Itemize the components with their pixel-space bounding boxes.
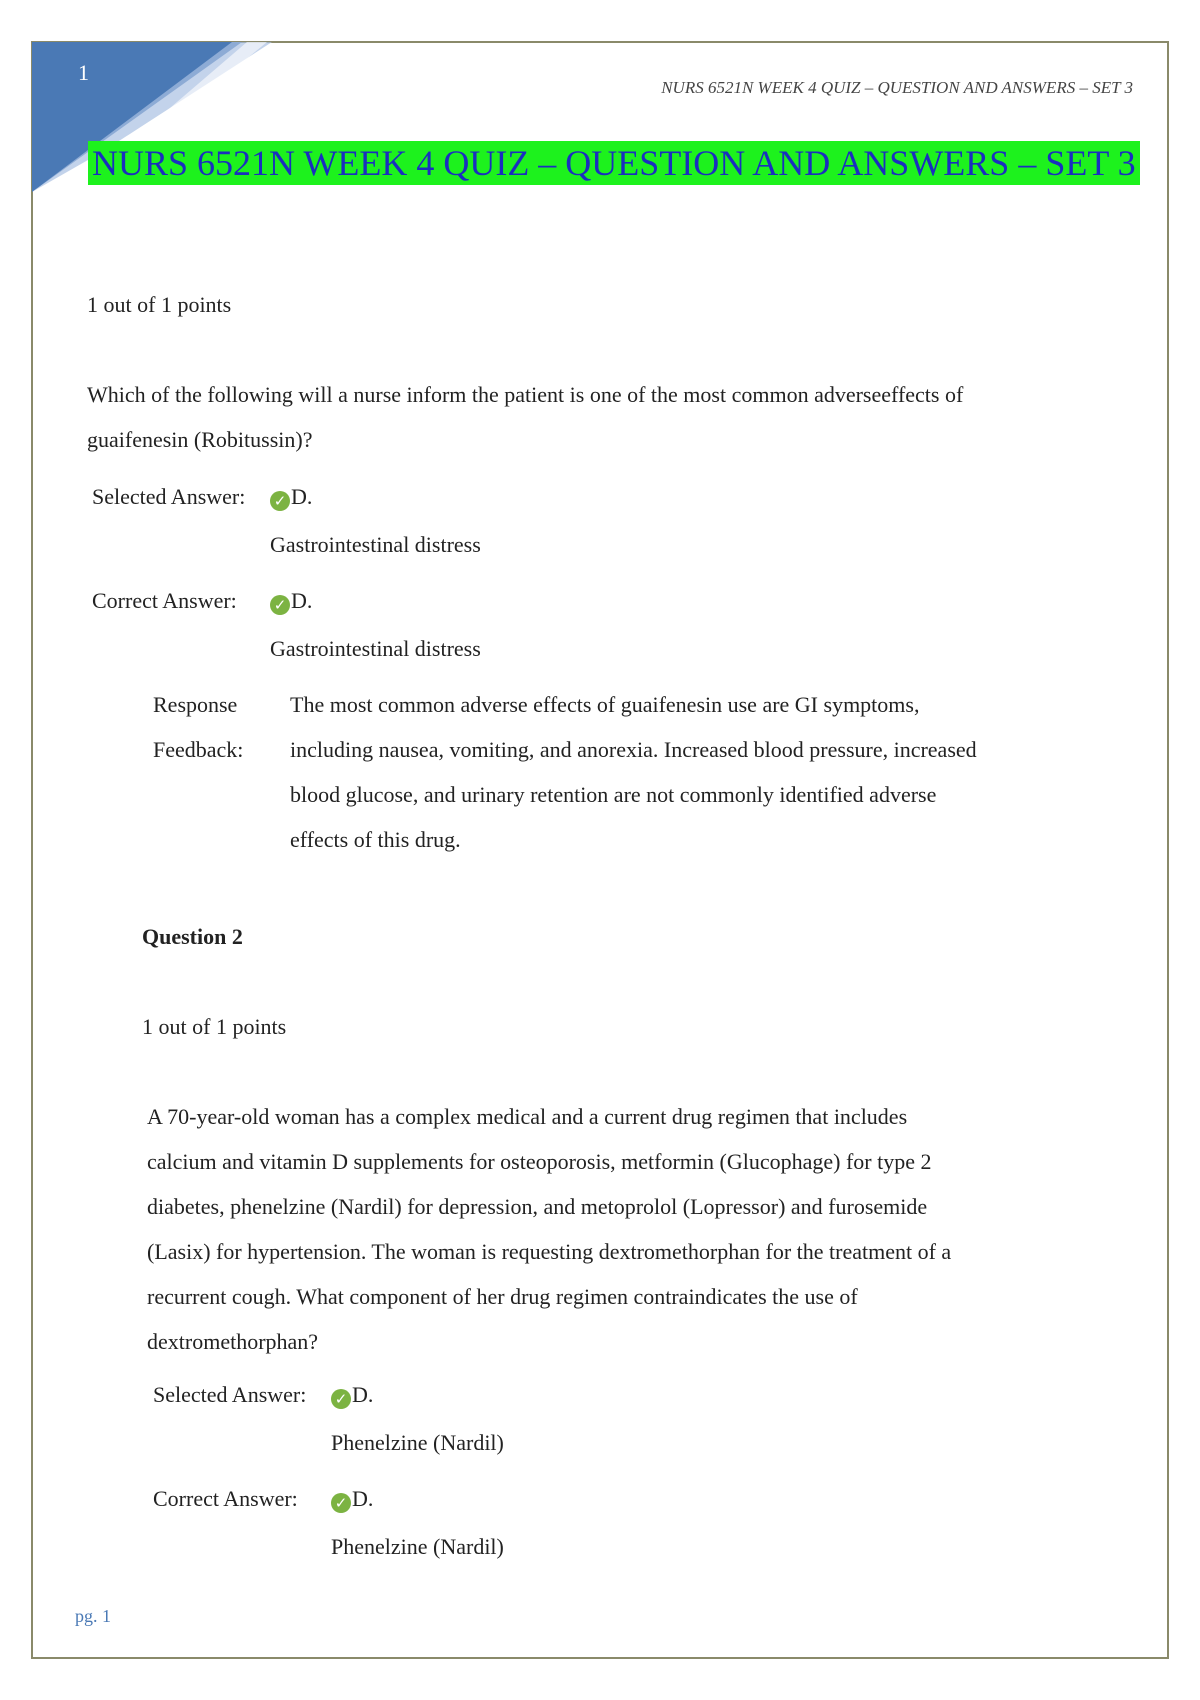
q2-heading: Question 2: [142, 924, 243, 949]
running-header: NURS 6521N WEEK 4 QUIZ – QUESTION AND ANSWERS – SET 3: [661, 78, 1133, 97]
q1-selected-answer: [270, 484, 312, 511]
q1-correct-text: Gastrointestinal distress: [270, 636, 481, 661]
q1-feedback-label-line: Feedback:: [153, 737, 244, 762]
q2-question-line: (Lasix) for hypertension. The woman is requesting dextromethorphan for the treatment of a: [147, 1239, 952, 1264]
q2-question-line: A 70-year-old woman has a complex medical and a current drug regimen that includes: [147, 1104, 908, 1129]
q2-points: 1 out of 1 points: [142, 1014, 287, 1039]
q1-correct-letter: D.: [291, 588, 313, 613]
q1-feedback-text: [290, 682, 977, 862]
check-circle-icon: ✓: [331, 1389, 351, 1409]
corner-decoration: [32, 42, 272, 212]
q1-feedback-label-line: Response: [153, 692, 238, 717]
q2-correct-label: Correct Answer:: [153, 1486, 298, 1511]
q1-feedback-line: including nausea, vomiting, and anorexia. Increased blood pressure, increased: [290, 737, 977, 762]
q1-correct-answer: [270, 588, 312, 615]
q2-selected-answer: [331, 1382, 373, 1409]
q1-selected-label: Selected Answer:: [92, 484, 246, 509]
q1-correct-label: Correct Answer:: [92, 588, 237, 613]
q2-question-line: diabetes, phenelzine (Nardil) for depression, and metoprolol (Lopressor) and furosemide: [147, 1194, 928, 1219]
q1-question-line: Which of the following will a nurse inform the patient is one of the most common adverseeffects of: [87, 382, 964, 407]
footer-page-label: pg. 1: [75, 1606, 111, 1626]
q2-correct-answer: [331, 1486, 373, 1513]
q2-question-line: calcium and vitamin D supplements for osteoporosis, metformin (Glucophage) for type 2: [147, 1149, 932, 1174]
q2-question-line: recurrent cough. What component of her drug regimen contraindicates the use of: [147, 1284, 858, 1309]
q1-selected-letter: D.: [291, 484, 313, 509]
q2-correct-text: Phenelzine (Nardil): [331, 1534, 504, 1559]
q1-selected-text: Gastrointestinal distress: [270, 532, 481, 557]
page-number: 1: [78, 60, 89, 85]
q2-selected-letter: D.: [352, 1382, 374, 1407]
q2-selected-label: Selected Answer:: [153, 1382, 307, 1407]
q2-question-line: dextromethorphan?: [147, 1329, 319, 1354]
check-circle-icon: ✓: [270, 595, 290, 615]
q2-selected-text: Phenelzine (Nardil): [331, 1430, 504, 1455]
q1-feedback-line: The most common adverse effects of guaifenesin use are GI symptoms,: [290, 692, 920, 717]
q1-points: 1 out of 1 points: [87, 292, 232, 317]
q1-question-line: guaifenesin (Robitussin)?: [87, 427, 313, 452]
q1-feedback-line: blood glucose, and urinary retention are not commonly identified adverse: [290, 782, 937, 807]
check-circle-icon: ✓: [270, 491, 290, 511]
q2-question: [147, 1094, 951, 1364]
check-circle-icon: ✓: [331, 1493, 351, 1513]
q1-feedback-label: [153, 682, 243, 772]
q1-question: [87, 372, 963, 462]
q2-correct-letter: D.: [352, 1486, 374, 1511]
document-title: NURS 6521N WEEK 4 QUIZ – QUESTION AND ANSWERS – SET 3: [88, 141, 1140, 185]
q1-feedback-line: effects of this drug.: [290, 827, 461, 852]
